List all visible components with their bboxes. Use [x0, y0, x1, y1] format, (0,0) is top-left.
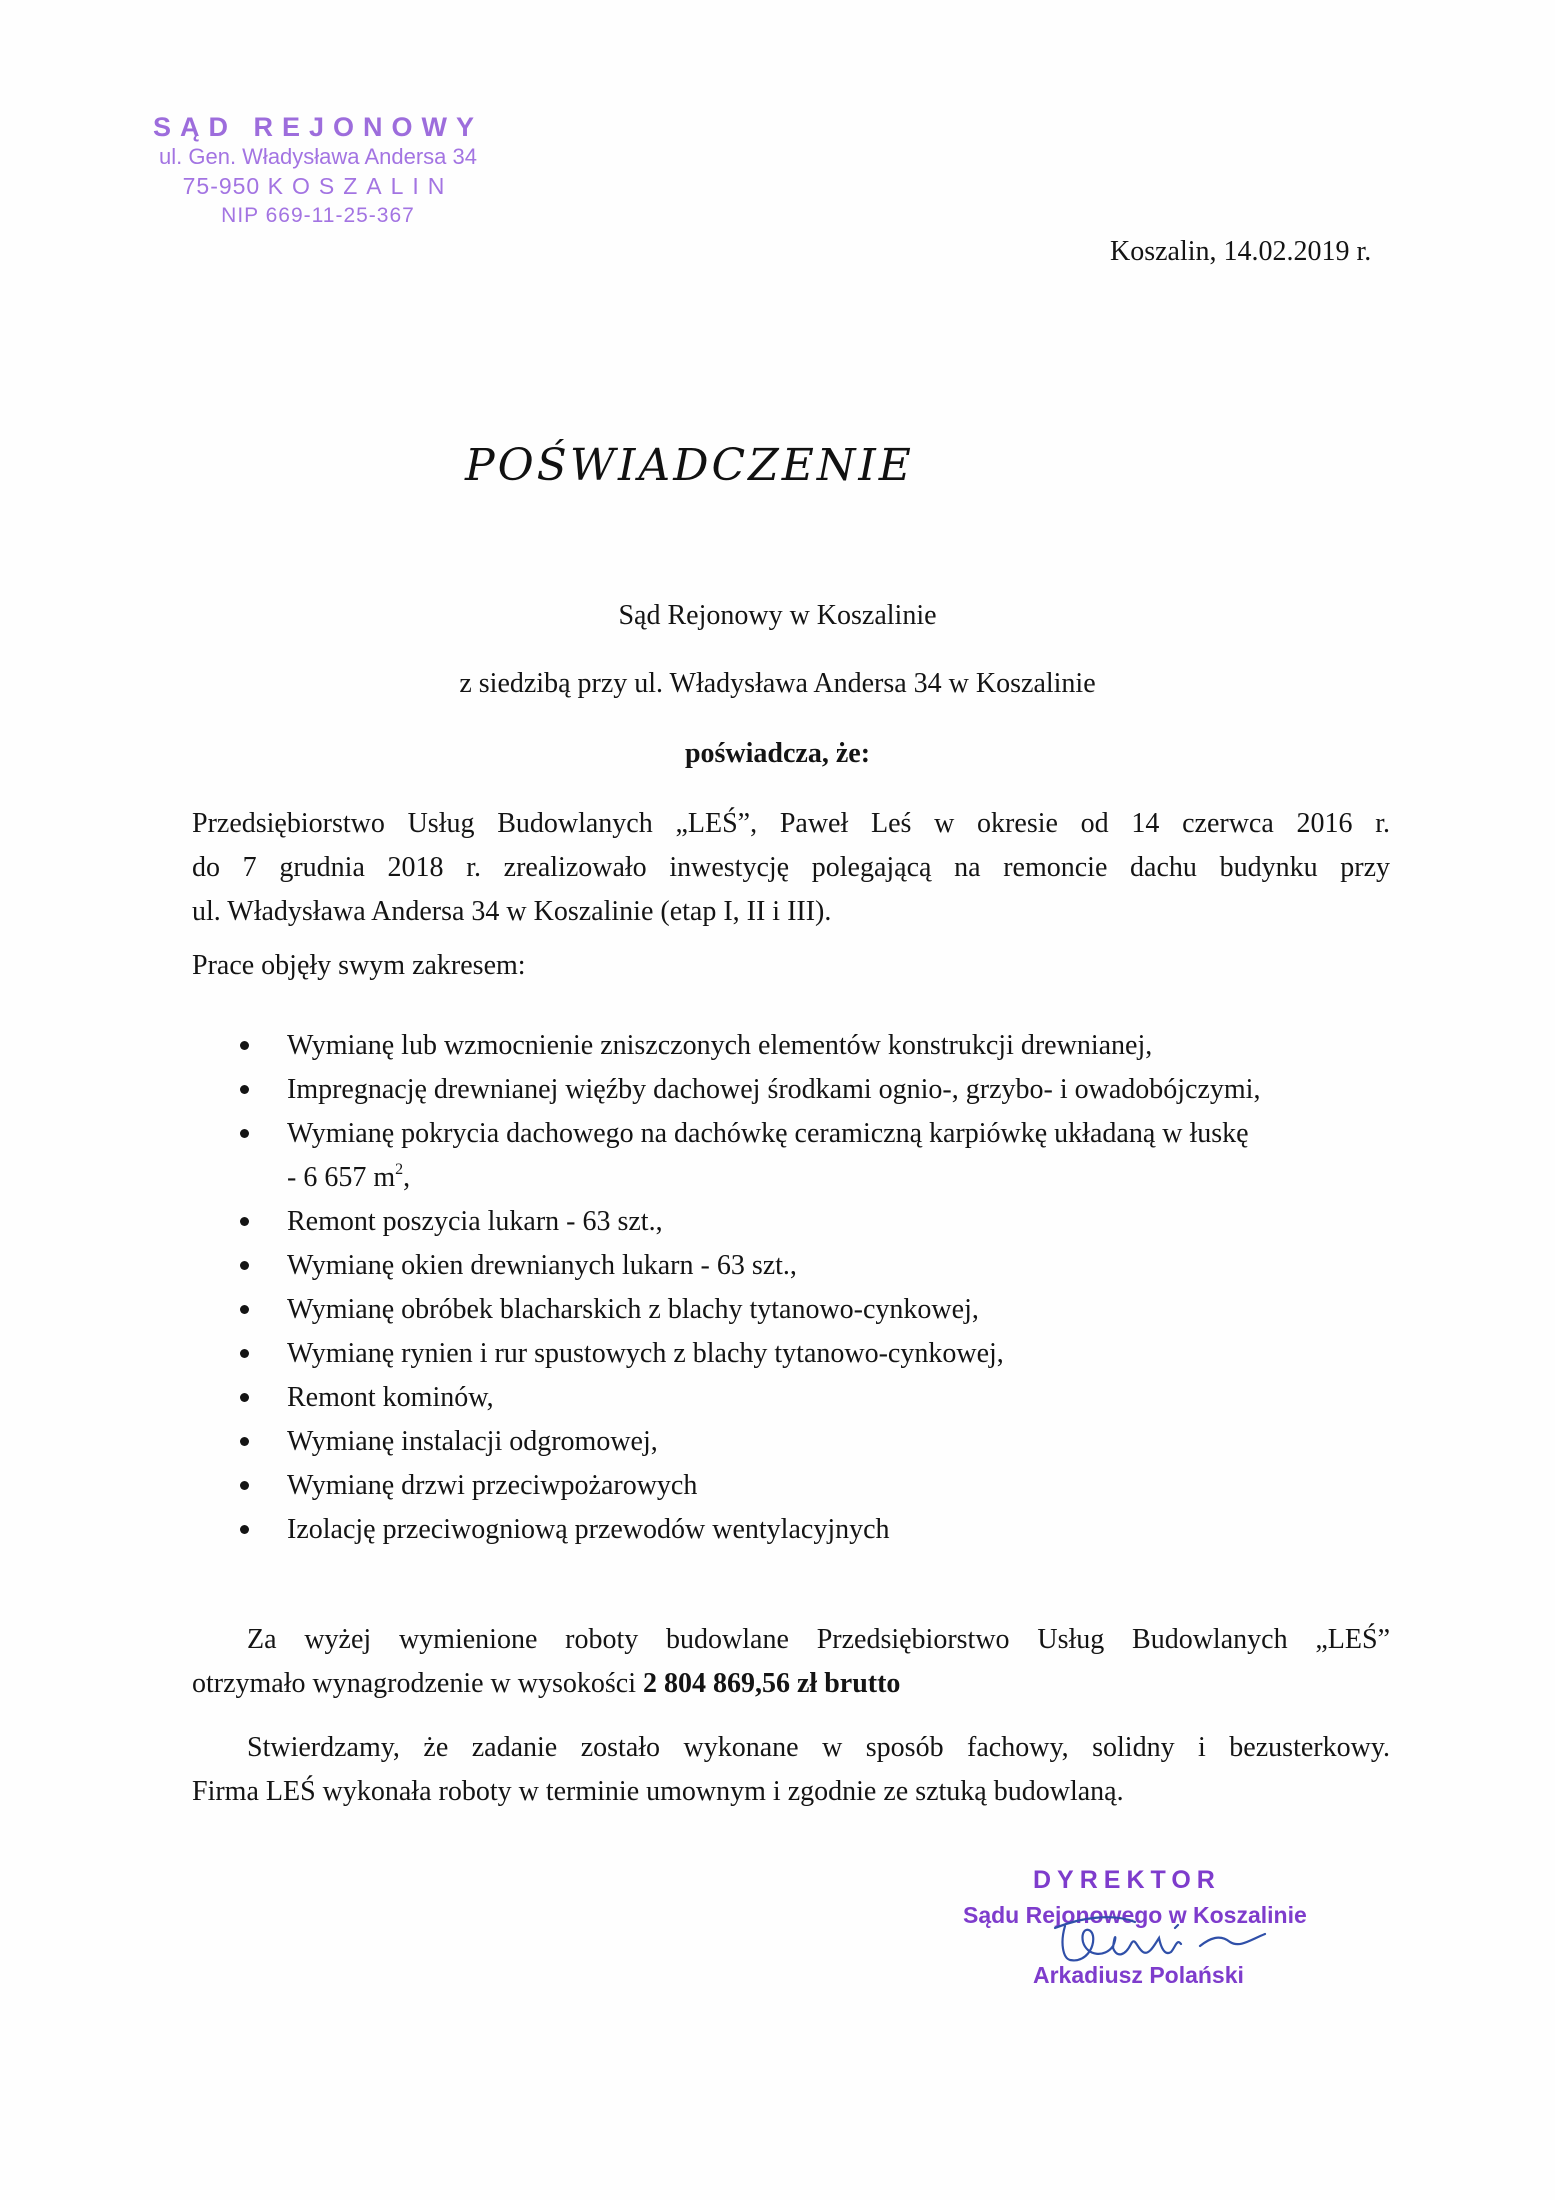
signatory-organization: Sądu Rejonowego w Koszalinie: [963, 1902, 1307, 1928]
intro-paragraph: [192, 802, 1390, 934]
bullet-icon: [240, 1349, 249, 1358]
payment-text: otrzymało wynagrodzenie w wysokości: [192, 1668, 643, 1699]
bullet-icon: [240, 1437, 249, 1446]
list-item-text: Izolację przeciwogniową przewodów wentylacyjnych: [287, 1514, 890, 1545]
area-unit-exponent: 2: [395, 1161, 404, 1178]
bullet-icon: [240, 1481, 249, 1490]
scope-heading: Prace objęły swym zakresem:: [192, 950, 526, 981]
payment-paragraph: [192, 1618, 1390, 1706]
court-header-stamp: [118, 112, 518, 230]
certifies-heading: poświadcza, że:: [684, 738, 871, 769]
list-item-text: Wymianę instalacji odgromowej,: [287, 1426, 658, 1457]
bullet-icon: [240, 1085, 249, 1094]
intro-line: Przedsiębiorstwo Usług Budowlanych „LEŚ”, Paweł Leś w okresie od 14 czerwca 2016 r.: [192, 808, 1390, 839]
scope-list: [232, 1024, 1392, 1552]
stamp-city: KOSZALIN: [267, 173, 454, 199]
list-item: [232, 1112, 1392, 1200]
list-item-text: Wymianę okien drewnianych lukarn - 63 szt.,: [287, 1250, 797, 1281]
intro-line: do 7 grudnia 2018 r. zrealizowało inwestycję polegającą na remoncie dachu budynku przy: [192, 852, 1390, 883]
list-item-text: Wymianę pokrycia dachowego na dachówkę ceramiczną karpiówkę układaną w łuskę: [287, 1118, 1249, 1149]
issuer-seat: z siedzibą przy ul. Władysława Andersa 34 w Koszalinie: [459, 668, 1096, 699]
list-item-punct: ,: [403, 1162, 411, 1193]
list-item: [232, 1332, 1392, 1376]
list-item-text: Remont poszycia lukarn - 63 szt.,: [287, 1206, 663, 1237]
list-item: [232, 1200, 1392, 1244]
bullet-icon: [240, 1217, 249, 1226]
list-item-text: Impregnację drewnianej więźby dachowej środkami ognio-, grzybo- i owadobójczymi,: [287, 1074, 1261, 1105]
payment-line: [192, 1662, 1390, 1706]
signatory-name: Arkadiusz Polański: [1033, 1962, 1244, 1988]
stamp-court-name: SĄD REJONOWY: [152, 112, 484, 142]
issuer-name: Sąd Rejonowy w Koszalinie: [618, 600, 937, 631]
payment-amount: 2 804 869,56 zł brutto: [643, 1668, 901, 1699]
payment-line: Za wyżej wymienione roboty budowlane Przedsiębiorstwo Usług Budowlanych „LEŚ”: [247, 1624, 1390, 1655]
bullet-icon: [240, 1305, 249, 1314]
area-value: - 6 657 m: [287, 1162, 396, 1193]
bullet-icon: [240, 1261, 249, 1270]
document-title: POŚWIADCZENIE: [465, 440, 914, 491]
list-item: [232, 1420, 1392, 1464]
bullet-icon: [240, 1525, 249, 1534]
list-item: [232, 1244, 1392, 1288]
intro-line: ul. Władysława Andersa 34 w Koszalinie (etap I, II i III).: [192, 896, 832, 927]
list-item-continuation: [287, 1156, 1392, 1200]
place-and-date: Koszalin, 14.02.2019 r.: [1110, 236, 1372, 267]
list-item-text: Remont kominów,: [287, 1382, 494, 1413]
stamp-street: ul. Gen. Władysława Andersa 34: [159, 144, 477, 169]
list-item: [232, 1288, 1392, 1332]
stamp-nip: NIP 669-11-25-367: [221, 204, 415, 227]
list-item-text: Wymianę obróbek blacharskich z blachy tytanowo-cynkowej,: [287, 1294, 979, 1325]
stamp-city-line: [118, 172, 518, 201]
list-item: [232, 1068, 1392, 1112]
signatory-title: DYREKTOR: [1033, 1866, 1221, 1894]
closing-paragraph: [192, 1726, 1390, 1814]
closing-line: Stwierdzamy, że zadanie zostało wykonane w sposób fachowy, solidny i bezusterkowy.: [247, 1732, 1390, 1763]
list-item: [232, 1508, 1392, 1552]
stamp-postcode: 75-950: [182, 173, 261, 199]
list-item-text: Wymianę lub wzmocnienie zniszczonych elementów konstrukcji drewnianej,: [287, 1030, 1153, 1061]
list-item-text: Wymianę rynien i rur spustowych z blachy tytanowo-cynkowej,: [287, 1338, 1004, 1369]
bullet-icon: [240, 1393, 249, 1402]
list-item-text: Wymianę drzwi przeciwpożarowych: [287, 1470, 698, 1501]
bullet-icon: [240, 1129, 249, 1138]
list-item: [232, 1464, 1392, 1508]
list-item: [232, 1024, 1392, 1068]
closing-line: Firma LEŚ wykonała roboty w terminie umownym i zgodnie ze sztuką budowlaną.: [192, 1776, 1124, 1807]
handwritten-signature-icon: [1025, 1908, 1295, 1968]
list-item: [232, 1376, 1392, 1420]
bullet-icon: [240, 1041, 249, 1050]
